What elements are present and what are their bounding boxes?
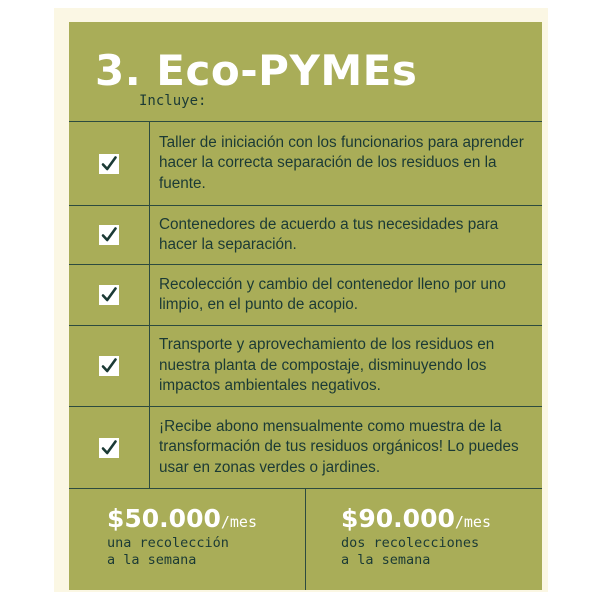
price-frequency: una recolección a la semana	[107, 535, 229, 568]
feature-list	[69, 121, 542, 489]
checkmark-icon	[99, 285, 119, 305]
price-value: $90.000	[341, 504, 455, 533]
feature-text: Taller de iniciación con los funcionarios para aprender hacer la correcta separación de los residuos en la fuente.	[159, 133, 524, 192]
price-divider	[305, 489, 306, 590]
feature-text: Contenedores de acuerdo a tus necesidades para hacer la separación.	[159, 215, 499, 253]
checkmark-icon	[99, 225, 119, 245]
price-period: /mes	[454, 513, 491, 531]
check-cell	[69, 407, 150, 488]
price-amount	[341, 504, 491, 533]
feature-text: Recolección y cambio del contenedor lleno por uno limpio, en el punto de acopio.	[159, 275, 506, 313]
price-amount	[107, 504, 257, 533]
check-cell	[69, 326, 150, 406]
checkmark-icon	[99, 154, 119, 174]
feature-row	[69, 326, 542, 407]
price-option-weekly	[107, 504, 257, 569]
check-cell	[69, 122, 150, 205]
price-value: $50.000	[107, 504, 221, 533]
feature-row	[69, 122, 542, 206]
feature-row	[69, 407, 542, 489]
price-period: /mes	[220, 513, 257, 531]
check-cell	[69, 206, 150, 264]
plan-subtitle: Incluye:	[139, 93, 207, 109]
price-option-twice-weekly	[341, 504, 491, 569]
price-section	[69, 489, 542, 590]
price-frequency: dos recolecciones a la semana	[341, 535, 480, 568]
checkmark-icon	[99, 356, 119, 376]
plan-panel	[69, 22, 542, 590]
check-cell	[69, 265, 150, 325]
feature-text: Transporte y aprovechamiento de los residuos en nuestra planta de compostaje, disminuyendo los impactos ambientales negativos.	[159, 336, 495, 395]
feature-row	[69, 206, 542, 265]
plan-title: 3. Eco-PYMEs	[95, 46, 418, 95]
feature-row	[69, 265, 542, 326]
feature-text: ¡Recibe abono mensualmente como muestra de la transformación de tus residuos orgánicos! Lo puedes usar en zonas verdes o jardines.	[159, 417, 519, 476]
checkmark-icon	[99, 438, 119, 458]
